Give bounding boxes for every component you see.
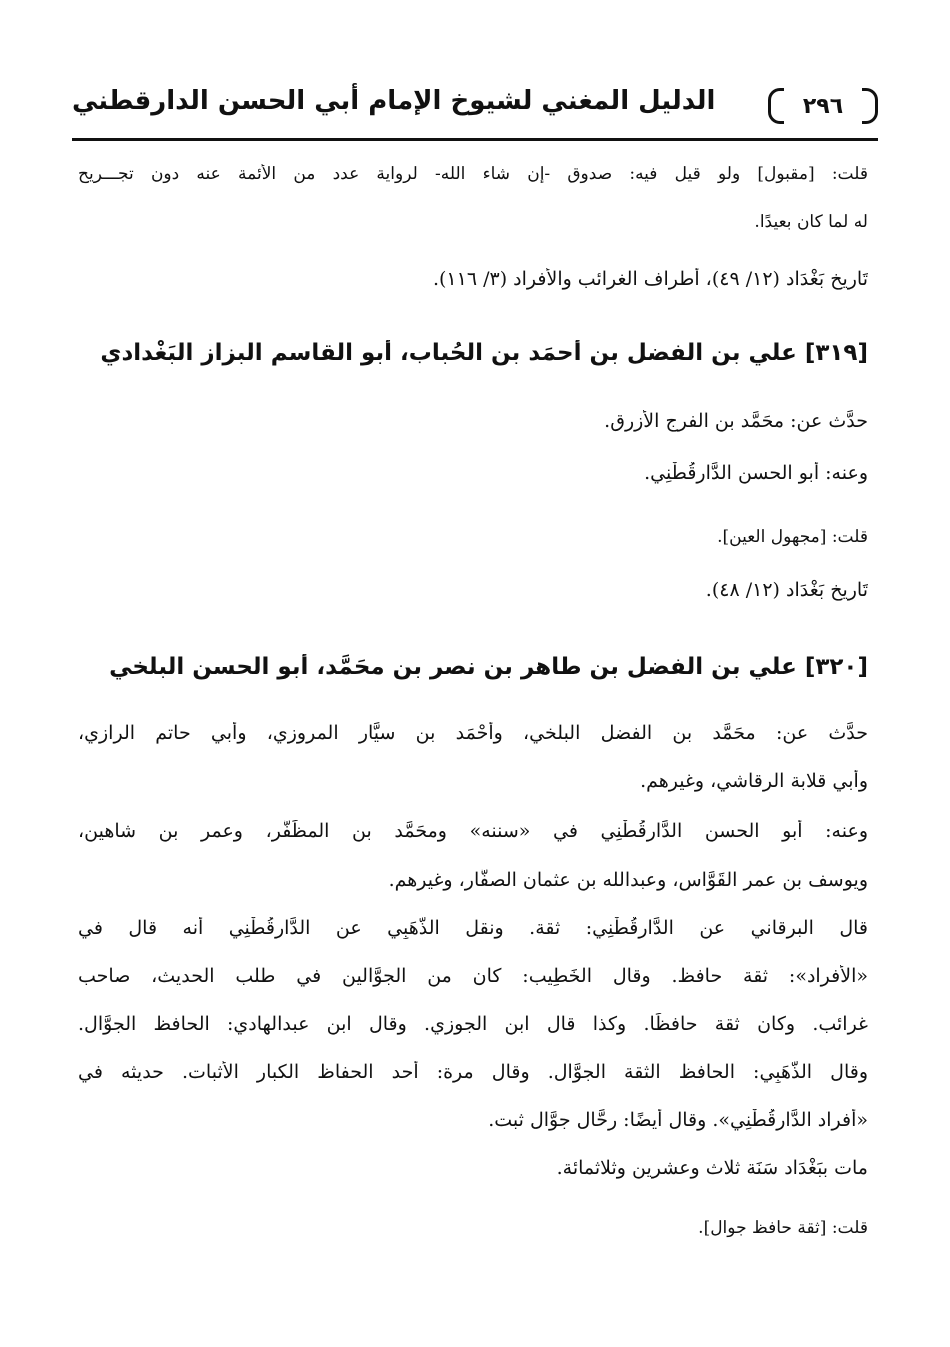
verdict-line: قلت: [مقبول] ولو قيل فيه: صدوق -إن شاء الله- لرواية عدد من الأئمة عنه دون تجـــريح <box>78 164 868 184</box>
narrated-from-line: حدَّث عن: محَمَّد بن الفرج الأزرق. <box>604 410 868 432</box>
source-citation: تَارِيخ بَغْدَاد (١٢/ ٤٨). <box>705 579 868 601</box>
critics-paragraph-line: غرائب. وكان ثقة حافظًا. وكذا قال ابن الجوزي. وقال ابن عبدالهادي: الحافظ الجوَّال. <box>78 1013 868 1035</box>
critics-paragraph-line: «الأفراد»: ثقة حافظ. وقال الخَطِيب: كان من الجوَّالين في طلب الحديث، صاحب <box>78 965 868 987</box>
page-header <box>72 82 878 134</box>
critics-paragraph-line: «أفراد الدَّارقُطْنِي». وقال أيضًا: رحَّال جوَّال ثبت. <box>488 1109 868 1131</box>
bracket-ornament-right <box>862 88 878 124</box>
verdict-line: قلت: [ثقة حافظ جوال]. <box>698 1218 868 1238</box>
header-rule <box>72 138 878 141</box>
entry-heading-320: [٣٢٠] علي بن الفضل بن طاهر بن نصر بن محَمَّد، أبو الحسن البلخي <box>109 654 868 680</box>
narrated-from-line: حدَّث عن: محَمَّد بن الفضل البلخي، وأحْمَد بن سيَّار المروزي، وأبي حاتم الرازي، <box>78 722 868 744</box>
page-number-frame <box>768 88 878 124</box>
death-note: مات ببَغْدَاد سَنَة ثلاث وعشرين وثلاثمائة. <box>556 1157 868 1179</box>
critics-paragraph-line: قال البرقاني عن الدَّارقُطْنِي: ثقة. ونقل الذَّهَبِي عن الدَّارقُطْنِي أنه قال في <box>78 917 868 939</box>
narrated-by-line-continued: ويوسف بن عمر القَوَّاس، وعبدالله بن عثمان الصفَّار، وغيرهم. <box>388 869 868 891</box>
verdict-line-continued: له لما كان بعيدًا. <box>754 212 868 232</box>
page-number: ٢٩٦ <box>802 93 844 119</box>
critics-paragraph-line: وقال الذَّهَبِي: الحافظ الثقة الجوَّال. وقال مرة: أحد الحفاظ الكبار الأثبات. حديثه في <box>78 1061 868 1083</box>
narrated-from-line-continued: وأبي قلابة الرقاشي، وغيرهم. <box>640 770 868 792</box>
bracket-ornament-left <box>768 88 784 124</box>
verdict-line: قلت: [مجهول العين]. <box>717 527 868 547</box>
source-citation: تَارِيخ بَغْدَاد (١٢/ ٤٩)، أطراف الغرائب والأفراد (٣/ ١١٦). <box>432 268 868 290</box>
running-title: الدليل المغني لشيوخ الإمام أبي الحسن الدارقطني <box>72 86 716 116</box>
entry-heading-319: [٣١٩] علي بن الفضل بن أحمَد بن الحُباب، أبو القاسم البزاز البَغْدادي <box>100 340 868 366</box>
narrated-by-line: وعنه: أبو الحسن الدَّارقُطْنِي في «سننه» ومحَمَّد بن المظَفَّر، وعمر بن شاهين، <box>78 820 868 842</box>
narrated-by-line: وعنه: أبو الحسن الدَّارقُطْنِي. <box>644 462 868 484</box>
